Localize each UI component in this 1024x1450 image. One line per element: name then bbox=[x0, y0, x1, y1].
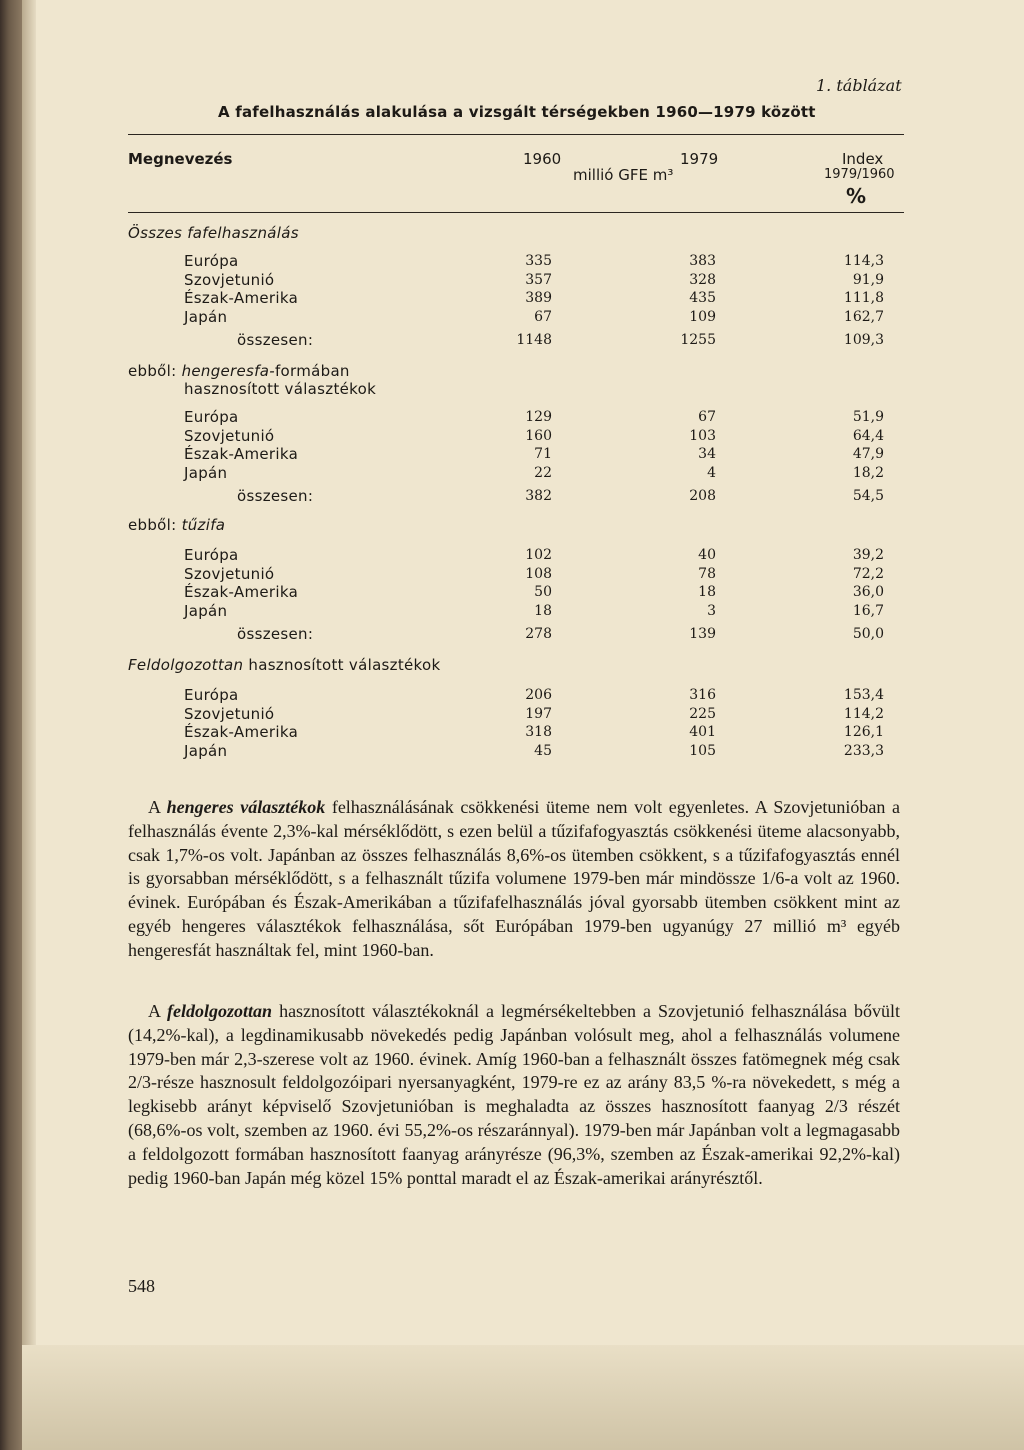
section-total-title-text: Összes fafelhasználás bbox=[128, 224, 299, 242]
paragraph-feldolgozott-em: feldolgozottan bbox=[167, 1001, 273, 1021]
cell-v1979: 1255 bbox=[680, 332, 716, 348]
cell-index: 162,7 bbox=[843, 308, 884, 325]
cell-index: 54,5 bbox=[852, 488, 884, 504]
section-hengeres-rest: formában bbox=[274, 362, 350, 380]
total-row-label: összesen: bbox=[237, 487, 314, 505]
cell-v1979: 208 bbox=[689, 488, 716, 504]
row-name: Szovjetunió bbox=[184, 426, 275, 445]
section-total-title bbox=[128, 224, 299, 242]
cell-v1960: 50 bbox=[534, 584, 552, 600]
section-tuzifa-prefix: ebből: bbox=[128, 516, 177, 534]
section-tuzifa-title bbox=[128, 516, 225, 534]
row-name: Szovjetunió bbox=[184, 564, 275, 583]
cell-v1979: 225 bbox=[689, 705, 716, 722]
cell-index: 91,9 bbox=[852, 271, 884, 288]
cell-index: 51,9 bbox=[852, 409, 884, 425]
cell-v1979: 78 bbox=[698, 565, 716, 582]
cell-index: 109,3 bbox=[843, 332, 884, 348]
header-1960: 1960 bbox=[523, 150, 562, 168]
cell-v1960: 22 bbox=[534, 464, 552, 481]
cell-v1979: 139 bbox=[689, 626, 716, 642]
cell-v1960: 382 bbox=[525, 488, 552, 504]
section-hengeres-title bbox=[128, 362, 350, 380]
cell-index: 153,4 bbox=[843, 687, 884, 703]
cell-index: 111,8 bbox=[843, 290, 884, 306]
cell-index: 114,3 bbox=[843, 253, 884, 269]
cell-index: 47,9 bbox=[852, 446, 884, 462]
cell-v1979: 18 bbox=[698, 584, 716, 600]
cell-index: 50,0 bbox=[852, 626, 884, 642]
cell-v1979: 103 bbox=[689, 427, 716, 444]
cell-v1960: 108 bbox=[525, 565, 552, 582]
total-row-label: összesen: bbox=[237, 331, 314, 349]
cell-index: 233,3 bbox=[843, 742, 884, 759]
row-name: Japán bbox=[184, 741, 228, 760]
cell-v1960: 45 bbox=[534, 742, 552, 759]
cell-v1979: 109 bbox=[689, 308, 716, 325]
cell-v1979: 383 bbox=[689, 253, 716, 269]
cell-index: 16,7 bbox=[852, 602, 884, 619]
section-feldolgozott-rest: hasznosított választékok bbox=[248, 656, 441, 674]
paragraph-hengeres-text: felhasználásának csökkenési üteme nem volt egyenletes. A Szovjetunióban a felhasználás évente 2,3%-kal mérséklődött, s ezen belül a tűzifafogyasztás csökkenési üteme alacsonyabb, csak 1,7%-os volt. Japánban az összes felhasználás 8,6%-os ütemben csökkent, s a tűzifafogyasztás ennél is gyorsabban mérséklődött, s a felhasznált tűzifa volumene 1979-ben már mindössze 1/6-a volt az 1960. évinek. Európában és Észak-Amerikában a tűzifafelhasználás jóval gyorsabb ütemben csökkent mint az egyéb hengeres választékok felhasználása, sőt Európában 1979-ben ugyanúgy 27 millió m³ egyéb hengeresfát használtak fel, mint 1960-ban. bbox=[128, 797, 900, 960]
cell-v1979: 328 bbox=[689, 271, 716, 288]
cell-v1960: 278 bbox=[525, 626, 552, 642]
header-index-sub: 1979/1960 bbox=[824, 167, 895, 182]
cell-index: 114,2 bbox=[843, 705, 884, 722]
header-1979: 1979 bbox=[680, 150, 719, 168]
section-hengeres-prefix: ebből: bbox=[128, 362, 177, 380]
cell-v1979: 4 bbox=[707, 464, 716, 481]
total-row-label: összesen: bbox=[237, 625, 314, 643]
book-spine-shadow bbox=[0, 0, 22, 1450]
cell-index: 18,2 bbox=[852, 464, 884, 481]
cell-v1979: 40 bbox=[698, 547, 716, 563]
paragraph-hengeres-lead: A bbox=[148, 797, 167, 817]
table-label: 1. táblázat bbox=[816, 76, 902, 95]
cell-v1979: 316 bbox=[689, 687, 716, 703]
cell-index: 39,2 bbox=[852, 547, 884, 563]
header-name: Megnevezés bbox=[128, 150, 233, 168]
paragraph-feldolgozott-text: hasznosított választékoknál a legmérsékeltebben a Szovjetunió felhasználása bővült (14,2%-kal), a legdinamikusabb növekedés pedig Japánban volósult meg, ahol a felhasználás volumene 1979-ben már 2,3-szerese volt az 1960. évinek. Amíg 1960-ban a felhasznált összes fatömegnek még csak 2/3-része hasznosult feldolgozóipari nyersanyagként, 1979-re ez az arány 83,5 %-ra növekedett, s még a legkisebb arányt képviselő Szovjetunióban is meghaladta az összes hasznosított faanyag 2/3 részét (68,6%-os volt, szemben az 1960. évi 55,2%-os részaránnyal). 1979-ben már Japánban volt a legmagasabb a feldolgozott formában hasznosított faanyag arányrésze (96,3%, szemben az Észak-amerikai 92,2%-kal) pedig 1960-ban Japán még közel 15% ponttal maradt el az Észak-amerikai arányrésztől. bbox=[128, 1001, 900, 1188]
cell-v1979: 34 bbox=[698, 446, 716, 462]
header-rule bbox=[128, 212, 904, 213]
cell-v1960: 357 bbox=[525, 271, 552, 288]
cell-v1960: 18 bbox=[534, 602, 552, 619]
top-rule bbox=[128, 134, 904, 135]
table-title: A fafelhasználás alakulása a vizsgált térségekben 1960—1979 között bbox=[218, 103, 816, 121]
row-name: Japán bbox=[184, 463, 228, 482]
paragraph-hengeres-em: hengeres választékok bbox=[166, 797, 326, 817]
row-name: Észak-Amerika bbox=[184, 583, 299, 601]
cell-v1960: 318 bbox=[525, 724, 552, 740]
cell-v1960: 206 bbox=[525, 687, 552, 703]
cell-v1960: 160 bbox=[525, 427, 552, 444]
row-name: Japán bbox=[184, 601, 228, 620]
row-name: Európa bbox=[184, 408, 239, 426]
page-bottom-area bbox=[22, 1345, 1024, 1450]
row-name: Európa bbox=[184, 252, 239, 270]
cell-v1960: 129 bbox=[525, 409, 552, 425]
page-gutter bbox=[22, 0, 36, 1450]
row-name: Európa bbox=[184, 686, 239, 704]
header-index: Index bbox=[842, 150, 884, 168]
cell-v1960: 389 bbox=[525, 290, 552, 306]
row-name: Észak-Amerika bbox=[184, 445, 299, 463]
section-feldolgozott-em: Feldolgozottan bbox=[128, 656, 244, 674]
cell-index: 36,0 bbox=[852, 584, 884, 600]
row-name: Észak-Amerika bbox=[184, 289, 299, 307]
cell-v1979: 3 bbox=[707, 602, 716, 619]
cell-v1960: 102 bbox=[525, 547, 552, 563]
cell-index: 126,1 bbox=[843, 724, 884, 740]
section-hengeres-em: hengeresfa- bbox=[181, 362, 275, 380]
cell-v1979: 67 bbox=[698, 409, 716, 425]
cell-v1979: 435 bbox=[689, 290, 716, 306]
section-hengeres-title-line2: hasznosított választékok bbox=[184, 380, 377, 398]
paragraph-feldolgozott bbox=[128, 1000, 900, 1190]
paragraph-hengeres bbox=[128, 796, 900, 963]
page-number: 548 bbox=[128, 1276, 155, 1296]
paragraph-feldolgozott-lead: A bbox=[148, 1001, 168, 1021]
row-name: Japán bbox=[184, 307, 228, 326]
cell-v1960: 1148 bbox=[516, 332, 552, 348]
section-feldolgozott-title bbox=[128, 656, 440, 674]
cell-v1960: 197 bbox=[525, 705, 552, 722]
cell-index: 72,2 bbox=[852, 565, 884, 582]
row-name: Szovjetunió bbox=[184, 270, 275, 289]
cell-v1960: 71 bbox=[534, 446, 552, 462]
row-name: Európa bbox=[184, 546, 239, 564]
cell-v1960: 67 bbox=[534, 308, 552, 325]
cell-v1979: 105 bbox=[689, 742, 716, 759]
cell-v1979: 401 bbox=[689, 724, 716, 740]
row-name: Szovjetunió bbox=[184, 704, 275, 723]
header-unit: millió GFE m³ bbox=[573, 166, 674, 184]
header-index-pct: % bbox=[846, 184, 867, 208]
row-name: Észak-Amerika bbox=[184, 723, 299, 741]
cell-index: 64,4 bbox=[852, 427, 884, 444]
cell-v1960: 335 bbox=[525, 253, 552, 269]
section-tuzifa-em: tűzifa bbox=[181, 516, 226, 534]
